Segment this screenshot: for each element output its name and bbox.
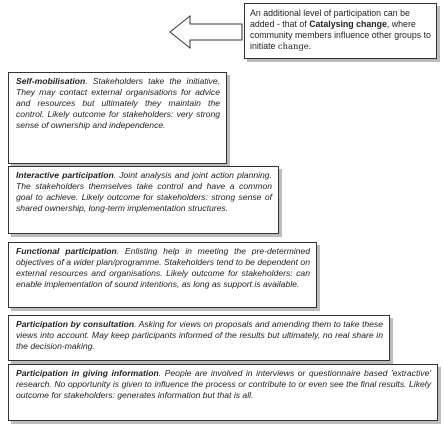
- level-body: . Joint analysis and joint action planning. The stakeholders themselves take control and have a common goal to achieve. Likely outcome for stakeholders: strong sense of shared ownership, long-term implementation structures.: [16, 170, 272, 213]
- level-title: Participation in giving information: [16, 368, 159, 378]
- level-title: Functional participation: [16, 246, 117, 256]
- level-participation-in-giving-information: [8, 364, 438, 421]
- level-body: . Stakeholders take the initiative. They may contact external organisations for advice and resources but ultimately they maintain the control. Likely outcome for stakeholders: very strong sense of ownership and independence.: [16, 76, 220, 130]
- level-interactive-participation: [8, 166, 279, 234]
- level-body: . People are involved in interviews or questionnaire based 'extractive' research. No opportunity is given to influence the process or contribute to or even see the final results. Likely outcome for stakeholders: generates information but that is all.: [16, 368, 431, 400]
- callout-bold-term: Catalysing change: [309, 19, 387, 29]
- level-functional-participation: [8, 242, 317, 308]
- callout-serif-word: change: [277, 41, 309, 51]
- callout-text-mid: , where community members influence other groups to initiate: [250, 19, 431, 51]
- level-title: Interactive participation: [16, 170, 114, 180]
- level-title: Participation by consultation: [16, 319, 135, 329]
- callout-text: An additional level of participation can be added - that of: [250, 8, 410, 29]
- callout-text-end: .: [308, 41, 312, 51]
- level-self-mobilisation: [8, 72, 227, 164]
- left-arrow-icon: [168, 14, 244, 50]
- level-title: Self-mobilisation: [16, 76, 86, 86]
- level-body: . Asking for views on proposals and amending them to take these views into account. May keep participants informed of the results but ultimately, no real share in the decision-making.: [16, 319, 383, 351]
- level-body: . Enlisting help in meeting the pre-determined objectives of a wider plan/programme. Stakeholders tend to be dependent on external resources and organisations. Likely outcome for stakeholders: can enable implementation of sound intentions, as long as support is available.: [16, 246, 310, 289]
- level-participation-by-consultation: [8, 315, 390, 361]
- catalysing-change-callout: [244, 3, 437, 59]
